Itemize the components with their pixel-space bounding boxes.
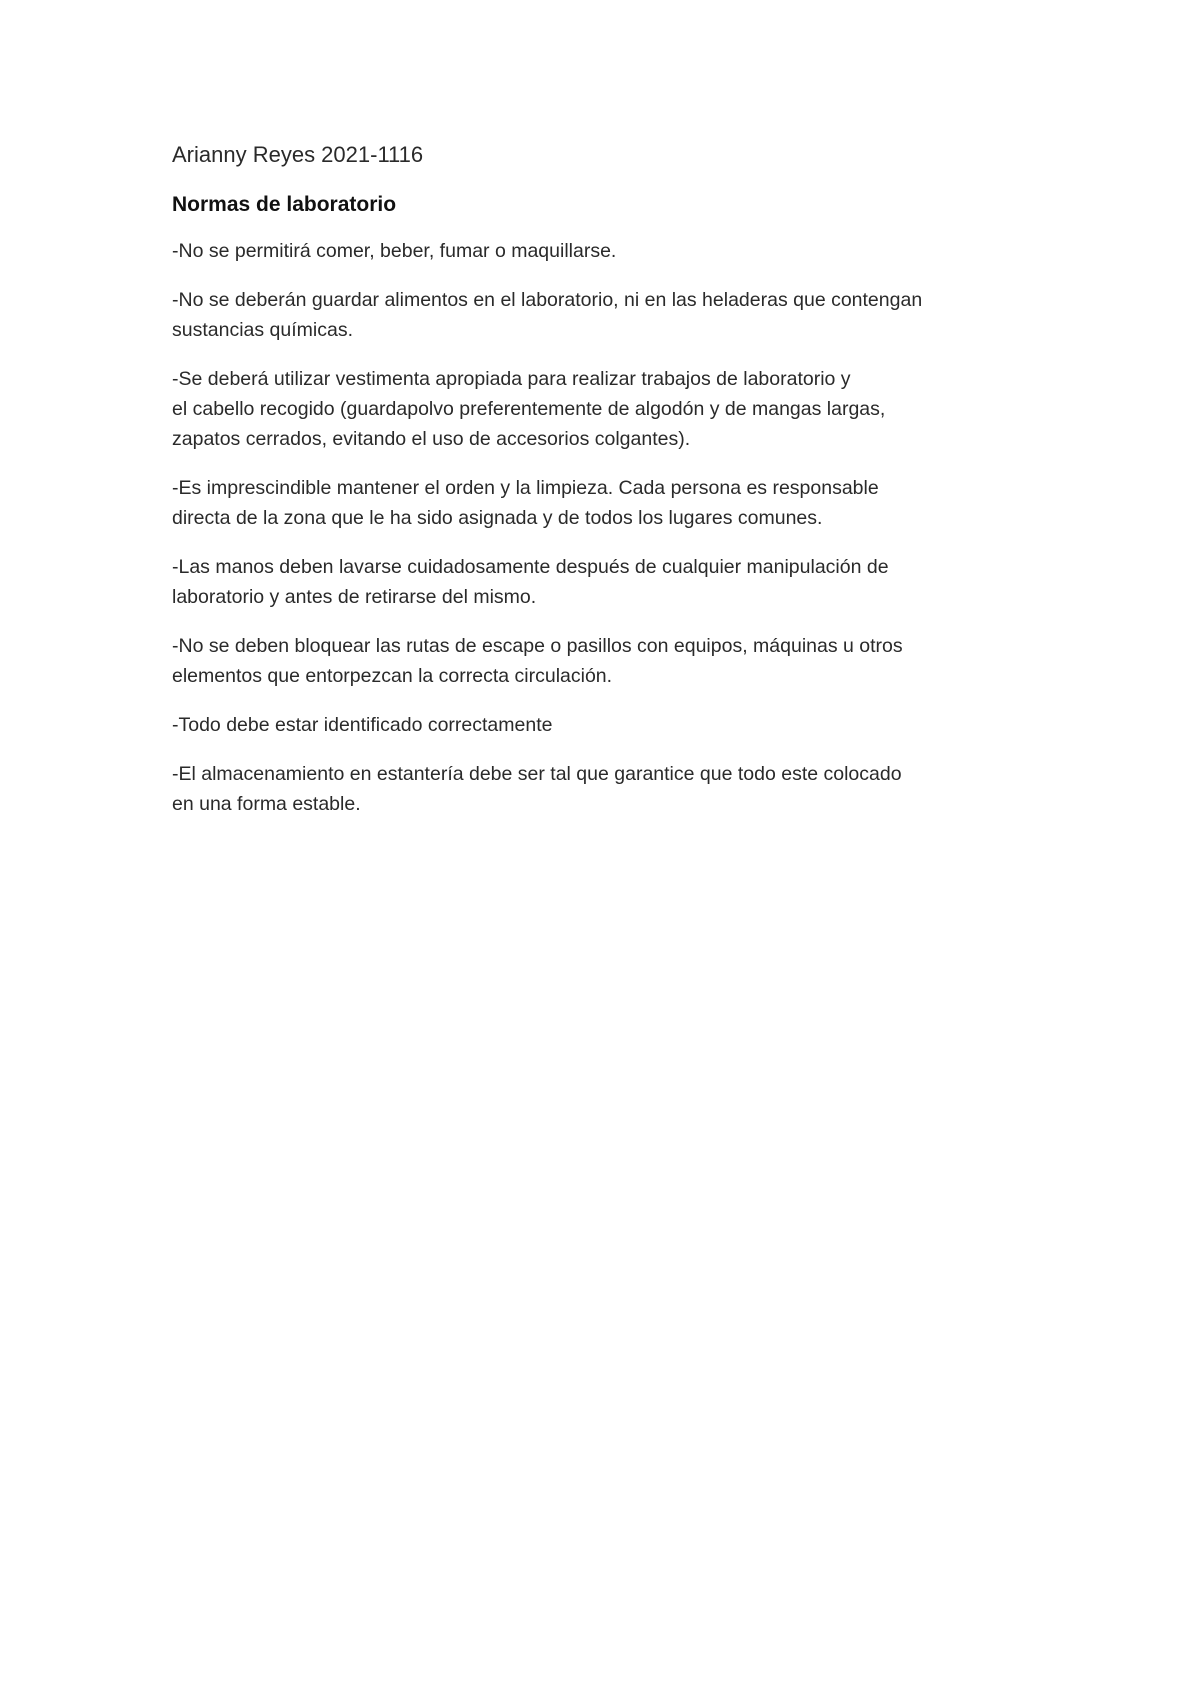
author-line: Arianny Reyes 2021-1116 [172,142,424,167]
rule-item: -Es imprescindible mantener el orden y la limpieza. Cada persona es responsable directa de la zona que le ha sido asignada y de todos los lugares comunes. [172,477,879,529]
rule-item: -No se deberán guardar alimentos en el laboratorio, ni en las heladeras que contengan sustancias químicas. [172,289,923,341]
rule-item: -El almacenamiento en estantería debe ser tal que garantice que todo este colocado en una forma estable. [172,763,902,815]
rule-item: -No se deben bloquear las rutas de escape o pasillos con equipos, máquinas u otros elementos que entorpezcan la correcta circulación. [172,635,903,687]
rule-item: -Todo debe estar identificado correctamente [172,714,553,736]
document-title: Normas de laboratorio [172,193,397,216]
rule-item: -Las manos deben lavarse cuidadosamente después de cualquier manipulación de laboratorio y antes de retirarse del mismo. [172,556,889,608]
document-body [172,140,1052,838]
rule-item: -No se permitirá comer, beber, fumar o maquillarse. [172,240,617,262]
rule-item: -Se deberá utilizar vestimenta apropiada para realizar trabajos de laboratorio y el cabello recogido (guardapolvo preferentemente de algodón y de mangas largas, zapatos cerrados, evitando el uso de accesorios colgantes). [172,368,886,450]
